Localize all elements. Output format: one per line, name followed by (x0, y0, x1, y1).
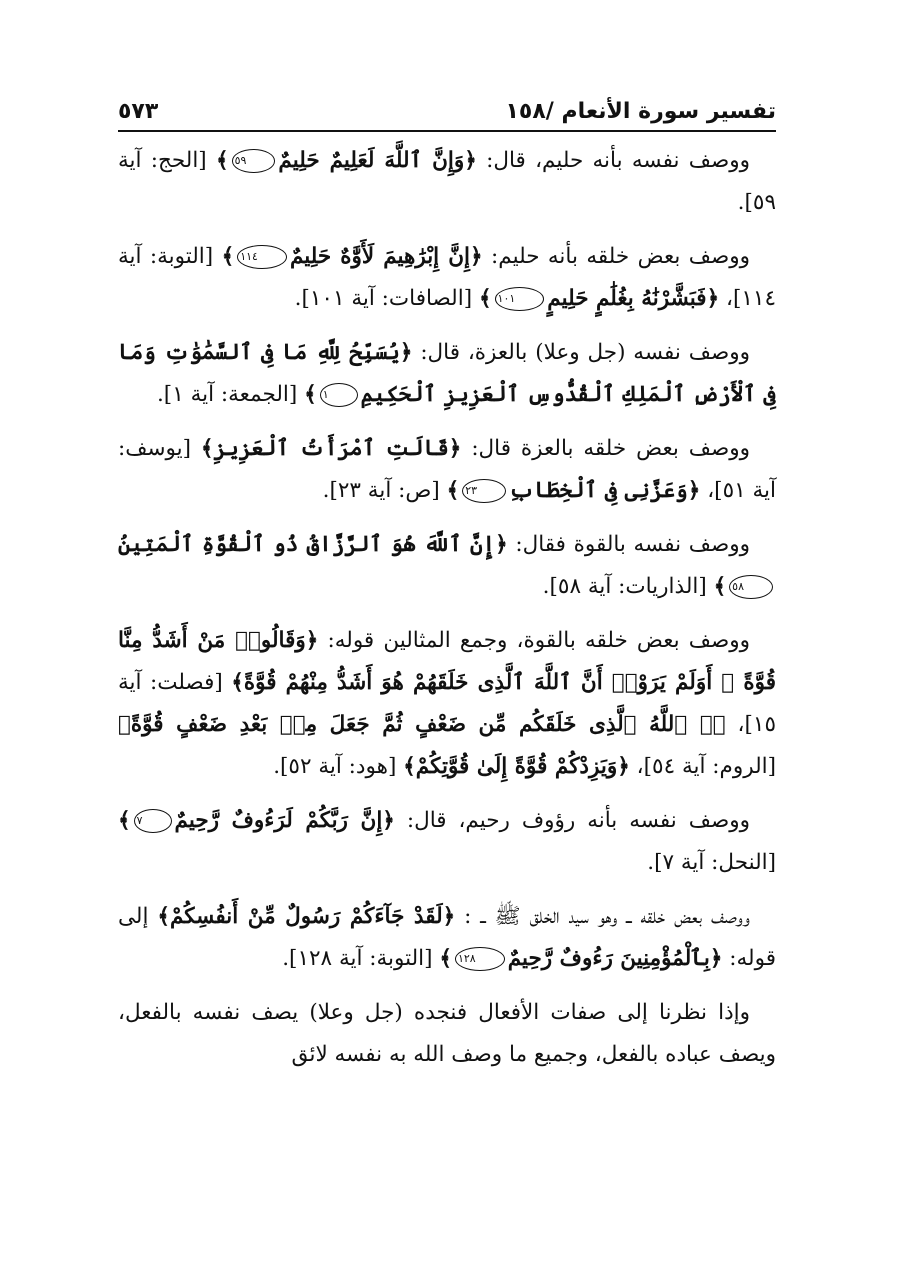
paragraph (118, 992, 776, 1076)
verse-open-bracket: ﴿ (617, 754, 630, 779)
paragraph-text: وإذا نظرنا إلى صفات الأفعال فنجده (جل وعلا) يصف نفسه بالفعل، ويصف عباده بالفعل، وجميع ما وصف الله به نفسه لائق (118, 1000, 776, 1067)
paragraph (118, 896, 776, 980)
verse-close-bracket: ﴾ (713, 574, 727, 599)
quran-verse: وَعَزَّنِى فِى ٱلْخِطَابِ (509, 478, 688, 503)
document-page (118, 84, 776, 1234)
verse-close-bracket: ﴾ (215, 148, 229, 173)
paragraph-text: ووصف بعض خلقه بأنه حليم: (482, 244, 750, 269)
quran-verse: ۞ ٱللَّهُ ٱلَّذِى خَلَقَكُم مِّن ضَعْفٍ ثُمَّ جَعَلَ مِنۢ بَعْدِ ضَعْفٍ قُوَّةً (130, 712, 713, 737)
verse-reference: [هود: آية ٥٢]. (273, 754, 404, 779)
verse-reference: [فصلت: آية ١٥]، (118, 670, 776, 737)
verse-open-bracket: ﴿ (712, 712, 726, 737)
paragraph (118, 524, 776, 608)
quran-verse: قَالَتِ ٱمْرَأَتُ ٱلْعَزِيزِ (213, 436, 449, 461)
verse-reference: [النحل: آية ٧]. (647, 850, 776, 875)
verse-open-bracket: ﴿ (382, 808, 395, 833)
quran-verse: لَقَدْ جَآءَكُمْ رَسُولٌ مِّنْ أَنفُسِكُمْ (169, 904, 443, 929)
quran-verse: يُسَبِّحُ لِلَّهِ مَا فِى ٱلسَّمَٰوَٰتِ وَمَا فِى ٱلْأَرْضِ ٱلْمَلِكِ ٱلْقُدُّوسِ ٱلْعَزِيزِ ٱلْحَكِيمِ (118, 340, 776, 407)
quran-verse: وَيَزِدْكُمْ قُوَّةً إِلَىٰ قُوَّتِكُمْ (415, 754, 618, 779)
quran-verse: فَبَشَّرْنَٰهُ بِغُلَٰمٍ حَلِيمٍ (547, 286, 707, 311)
page-number: ٥٧٣ (118, 99, 159, 124)
paragraph-text: ووصف نفسه بأنه حليم، قال: (476, 148, 750, 173)
verse-reference: [الحج: آية ٥٩]. (118, 148, 776, 215)
running-title: تفسير سورة الأنعام /١٥٨ (505, 99, 776, 124)
paragraph-text: ووصف نفسه (جل وعلا) بالعزة، قال: (412, 340, 751, 365)
verse-close-bracket: ﴾ (231, 670, 244, 695)
paragraph-text: إلى قوله: (118, 904, 776, 971)
paragraph (118, 332, 776, 416)
verse-close-bracket: ﴾ (439, 946, 452, 971)
verse-open-bracket: ﴿ (706, 286, 720, 311)
verse-close-bracket: ﴾ (157, 904, 170, 929)
paragraph-text: ووصف بعض خلقه ــ وهو سيد الخلق ﷺ ــ : (455, 904, 750, 929)
verse-close-bracket: ﴾ (221, 244, 235, 269)
verse-open-bracket: ﴿ (442, 904, 456, 929)
paragraph (118, 800, 776, 884)
verse-reference: [الجمعة: آية ١]. (156, 382, 305, 407)
quran-verse: إِنَّ ٱللَّهَ هُوَ ٱلرَّزَّاقُ ذُو ٱلْقُوَّةِ ٱلْمَتِينُ (118, 532, 496, 557)
verse-open-bracket: ﴿ (709, 946, 723, 971)
ayah-number-marker: ٥٨ (729, 575, 773, 599)
ayah-number-marker: ٧ (134, 809, 172, 833)
paragraph (118, 140, 776, 224)
body-text (118, 140, 776, 1076)
verse-close-bracket: ﴾ (478, 286, 492, 311)
paragraph (118, 428, 776, 512)
page-header (118, 84, 776, 132)
paragraph (118, 236, 776, 320)
ayah-number-marker: ١١٤ (237, 245, 287, 269)
ayah-number-marker: ١٢٨ (455, 947, 505, 971)
ayah-number-marker: ٢٣ (462, 479, 506, 503)
quran-verse: وَقَالُوا۟ مَنْ أَشَدُّ مِنَّا قُوَّةً ۖ أَوَلَمْ يَرَوْا۟ أَنَّ ٱللَّهَ ٱلَّذِى خَلَقَهُمْ هُوَ أَشَدُّ مِنْهُمْ قُوَّةً (118, 628, 776, 695)
paragraph-text: ووصف بعض خلقه بالعزة قال: (461, 436, 751, 461)
verse-reference: [التوبة: آية ١٢٨]. (282, 946, 440, 971)
paragraph-text: ووصف بعض خلقه بالقوة، وجمع المثالين قوله: (318, 628, 751, 653)
verse-close-bracket: ﴾ (200, 436, 214, 461)
verse-reference: [ص: آية ٢٣]. (322, 478, 447, 503)
ayah-number-marker: ١٠١ (495, 287, 545, 311)
verse-reference: [الصافات: آية ١٠١]. (294, 286, 479, 311)
verse-reference: [التوبة: آية ١١٤]، (118, 244, 776, 311)
verse-open-bracket: ﴿ (687, 478, 701, 503)
verse-reference: [الذاريات: آية ٥٨]. (542, 574, 714, 599)
quran-verse: إِنَّ رَبَّكُمْ لَرَءُوفٌ رَّحِيمٌ (174, 808, 383, 833)
verse-close-bracket: ﴾ (446, 478, 460, 503)
verse-open-bracket: ﴿ (464, 148, 477, 173)
verse-close-bracket: ﴾ (403, 754, 416, 779)
quran-verse: وَإِنَّ ٱللَّهَ لَعَلِيمٌ حَلِيمٌ (278, 148, 465, 173)
verse-reference: [يوسف: آية ٥١]، (118, 436, 776, 503)
verse-open-bracket: ﴿ (305, 628, 319, 653)
verse-close-bracket: ﴾ (118, 712, 131, 737)
paragraph-text: ووصف نفسه بالقوة فقال: (507, 532, 750, 557)
verse-open-bracket: ﴿ (399, 340, 413, 365)
ayah-number-marker: ١ (320, 383, 358, 407)
verse-close-bracket: ﴾ (304, 382, 317, 407)
paragraph (118, 620, 776, 788)
verse-reference: [الروم: آية ٥٤]، (629, 754, 776, 779)
verse-open-bracket: ﴿ (495, 532, 508, 557)
quran-verse: بِٱلْمُؤْمِنِينَ رَءُوفٌ رَّحِيمٌ (507, 946, 710, 971)
paragraph-text: ووصف نفسه بأنه رؤوف رحيم، قال: (394, 808, 750, 833)
verse-open-bracket: ﴿ (448, 436, 462, 461)
verse-close-bracket: ﴾ (118, 808, 131, 833)
quran-verse: إِنَّ إِبْرَٰهِيمَ لَأَوَّٰهٌ حَلِيمٌ (289, 244, 470, 269)
ayah-number-marker: ٥٩ (232, 149, 276, 173)
verse-open-bracket: ﴿ (470, 244, 483, 269)
